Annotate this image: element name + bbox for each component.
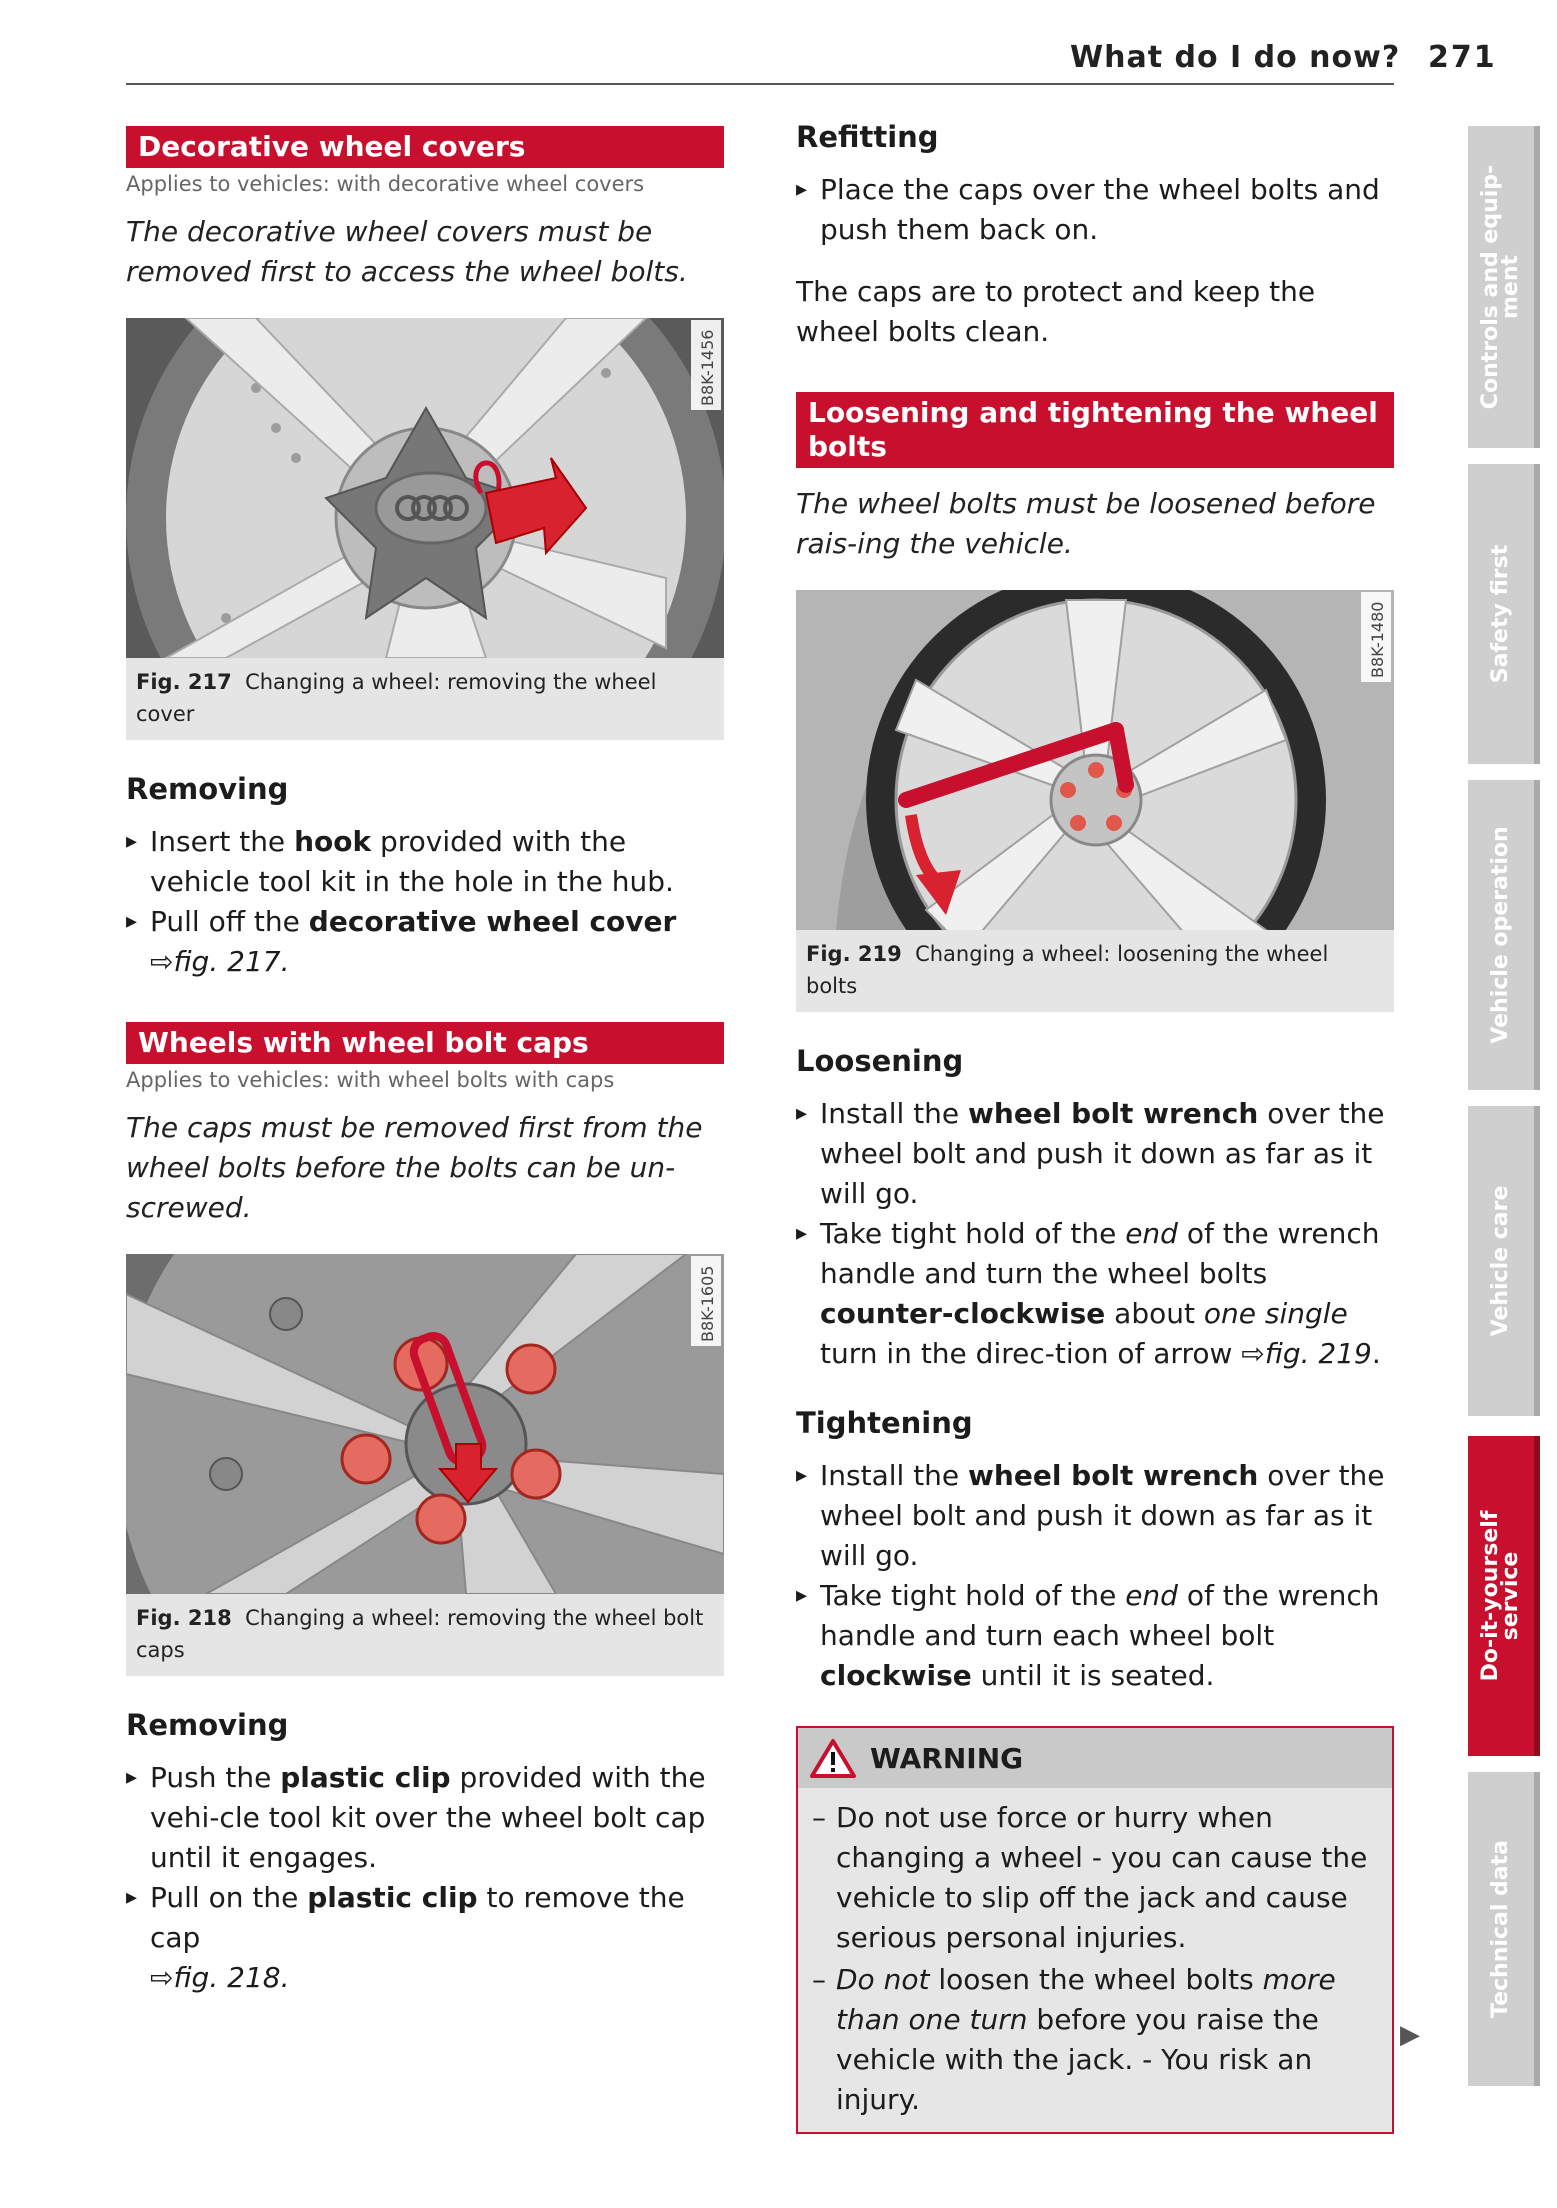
figure-caption [126, 658, 724, 740]
subhead-removing: Removing [126, 1708, 289, 1742]
list-item [126, 1758, 724, 1878]
step-bold: clockwise [820, 1659, 972, 1692]
step-text: provided with the vehi-cle tool kit over the wheel bolt cap until it engages. [150, 1761, 706, 1874]
list-item [126, 1878, 724, 1998]
tab-vehicle-care[interactable] [1468, 1106, 1540, 1416]
step-text: Pull off the [150, 905, 309, 938]
warning-text: before you raise the vehicle with the jack. - You risk an injury. [836, 2003, 1319, 2116]
removing-steps [126, 822, 724, 982]
tab-label: Technical data [1488, 1840, 1513, 2018]
step-bold: decorative wheel cover [308, 905, 677, 938]
step-text: Insert the [150, 825, 295, 858]
step-bold: wheel bolt wrench [968, 1097, 1259, 1130]
tab-label: Vehicle operation [1488, 826, 1513, 1044]
warning-triangle-icon [810, 1738, 856, 1778]
figure-caption-text: Changing a wheel: removing the wheel bolt caps [136, 1606, 704, 1662]
list-item [796, 1094, 1394, 1214]
list-item [126, 902, 724, 982]
tab-label: Safety first [1488, 544, 1513, 684]
figure-label: Fig. 219 [806, 942, 902, 966]
left-column [126, 126, 724, 1998]
warning-text: loosen the wheel bolts [929, 1963, 1263, 1996]
warning-box [796, 1726, 1394, 2134]
list-item [796, 1456, 1394, 1576]
refitting-steps [796, 170, 1394, 250]
step-bold: wheel bolt wrench [968, 1459, 1259, 1492]
step-italic: end [1125, 1579, 1178, 1612]
subhead-tightening: Tightening [796, 1406, 973, 1440]
figure-reference-link[interactable]: ⇨fig. 218. [150, 1961, 290, 1994]
applies-to-note: Applies to vehicles: with wheel bolts with caps [126, 1068, 615, 1092]
list-item: ▸ Place the caps over the wheel bolts and push them back on. [796, 170, 1394, 250]
continue-arrow-icon: ▶ [1400, 2020, 1420, 2050]
tab-label: Controls and equip- ment [1478, 164, 1523, 410]
tab-controls-and-equipment[interactable] [1468, 126, 1540, 448]
wheel-bolt-caps-illustration [126, 1254, 724, 1594]
wheel-bolt-wrench-illustration [796, 590, 1394, 930]
figure-caption-text: Changing a wheel: loosening the wheel bolts [806, 942, 1329, 998]
step-text: Push the [150, 1761, 281, 1794]
section-title-loosening-tightening: Loosening and tightening the wheel bolts [796, 392, 1394, 468]
tab-technical-data[interactable] [1468, 1772, 1540, 2086]
step-bold: counter-clockwise [820, 1297, 1106, 1330]
figure-217 [126, 318, 724, 740]
section-intro: The decorative wheel covers must be removed first to access the wheel bolts. [126, 215, 688, 288]
figure-reference-link[interactable]: ⇨fig. 219 [1241, 1337, 1372, 1370]
step-text: of the wrench handle and turn the wheel bolts [820, 1217, 1380, 1290]
subhead-refitting: Refitting [796, 120, 939, 154]
step-text: Take tight hold of the [820, 1217, 1126, 1250]
figure-caption-text: Changing a wheel: removing the wheel cover [136, 670, 657, 726]
figure-code: B8K-1605 [698, 1265, 717, 1342]
step-italic: end [1125, 1217, 1178, 1250]
tab-label: Vehicle care [1488, 1185, 1513, 1337]
wheel-cover-illustration [126, 318, 724, 658]
section-intro: The wheel bolts must be loosened before rais-ing the vehicle. [796, 487, 1376, 560]
step-text: Install the [820, 1459, 969, 1492]
tab-do-it-yourself-service[interactable] [1468, 1436, 1540, 1756]
section-title-decorative-wheel-covers: Decorative wheel covers [126, 126, 724, 168]
figure-218 [126, 1254, 724, 1676]
loosening-steps [796, 1094, 1394, 1374]
figure-caption [126, 1594, 724, 1676]
step-text: turn in the direc-tion of arrow [820, 1337, 1242, 1370]
subhead-removing: Removing [126, 772, 289, 806]
applies-to-note: Applies to vehicles: with decorative wheel covers [126, 172, 645, 196]
header-rule [126, 83, 1394, 85]
step-text: . [1371, 1337, 1381, 1370]
step-text: of the wrench handle and turn each wheel bolt [820, 1579, 1380, 1652]
right-column [796, 120, 1394, 2134]
warning-title: WARNING [870, 1741, 1024, 1775]
refitting-note: The caps are to protect and keep the wheel bolts clean. [796, 275, 1316, 348]
tab-vehicle-operation[interactable] [1468, 780, 1540, 1090]
step-text: to remove the cap [150, 1881, 685, 1954]
warning-italic: more than one turn [836, 1963, 1336, 2036]
step-text: Take tight hold of the [820, 1579, 1126, 1612]
warning-italic: Do not [836, 1963, 930, 1996]
figure-caption [796, 930, 1394, 1012]
figure-label: Fig. 218 [136, 1606, 232, 1630]
step-bold: hook [294, 825, 372, 858]
step-text: provided with the vehicle tool kit in the hole in the hub. [150, 825, 674, 898]
step-text: about [1105, 1297, 1204, 1330]
figure-label: Fig. 217 [136, 670, 232, 694]
figure-reference-link[interactable]: ⇨fig. 217. [150, 945, 290, 978]
list-item [126, 822, 724, 902]
subhead-loosening: Loosening [796, 1044, 964, 1078]
tightening-steps [796, 1456, 1394, 1696]
step-bold: plastic clip [280, 1761, 451, 1794]
warning-item: – Do not use force or hurry when changing a wheel - you can cause the vehicle to slip off the jack and cause serious personal injuries. [812, 1801, 1368, 1954]
section-title-wheel-bolt-caps: Wheels with wheel bolt caps [126, 1022, 724, 1064]
figure-code: B8K-1480 [1368, 601, 1387, 678]
step-text: over the wheel bolt and push it down as far as it will go. [820, 1097, 1385, 1210]
figure-219 [796, 590, 1394, 1012]
warning-item: – Do not loosen the wheel bolts more than one turn before you raise the vehicle with the jack. - You risk an injury. [812, 1963, 1336, 2116]
tab-label: Do-it-yourself service [1478, 1510, 1523, 1682]
step-text: over the wheel bolt and push it down as far as it will go. [820, 1459, 1385, 1572]
step-text: Pull on the [150, 1881, 308, 1914]
list-item [796, 1214, 1394, 1374]
warning-text: Do not use force or hurry when changing a wheel - you can cause the vehicle to slip off the jack and cause serious personal injuries. [836, 1801, 1368, 1954]
step-text: until it is seated. [971, 1659, 1215, 1692]
step-bold: plastic clip [307, 1881, 478, 1914]
removing-steps [126, 1758, 724, 1998]
step-italic: one single [1203, 1297, 1348, 1330]
running-header-title: What do I do now? [1070, 40, 1401, 75]
list-item [796, 1576, 1394, 1696]
warning-header [798, 1728, 1392, 1788]
figure-code: B8K-1456 [698, 329, 717, 406]
section-intro: The caps must be removed first from the wheel bolts before the bolts can be un-screwed. [126, 1111, 703, 1224]
warning-body [798, 1788, 1392, 2132]
tab-safety-first[interactable] [1468, 464, 1540, 764]
page-number: 271 [1428, 40, 1497, 75]
step-text: Install the [820, 1097, 969, 1130]
